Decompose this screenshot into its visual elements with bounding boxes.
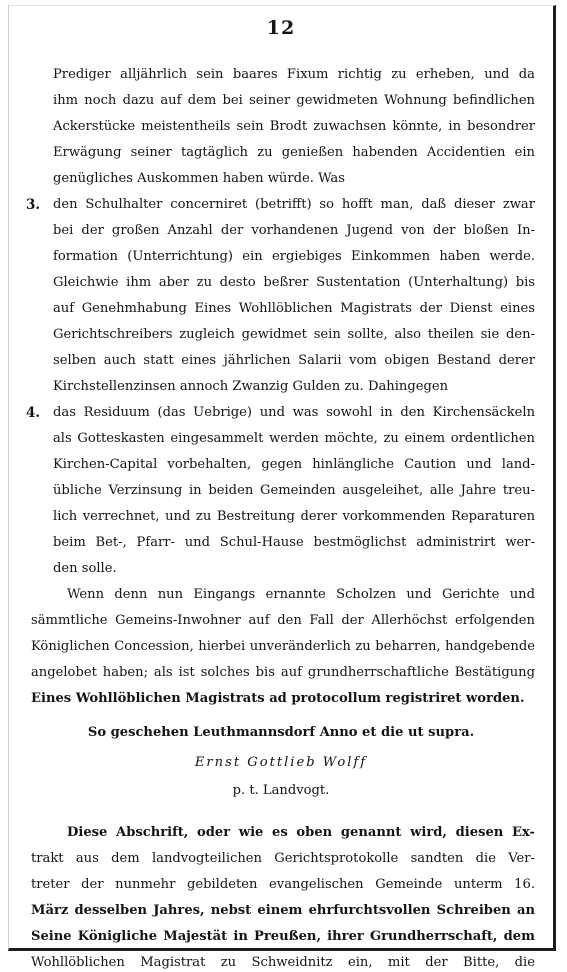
text-line: Kirchen-Capital vorbehalten, gegen hinlängliche Caution und land-: [53, 457, 535, 472]
text-line: Ackerstücke meistentheils sein Brodt zuwachsen könnte, in besondrer: [53, 119, 535, 134]
text-line: Seine Königliche Majestät in Preußen, ihrer Grundherrschaft, dem: [31, 929, 535, 944]
closing-line: So geschehen Leuthmannsdorf Anno et die ut supra.: [87, 725, 475, 740]
text-line: Gleichwie ihm aber zu desto beßrer Sustentation (Unterhaltung) bis: [53, 275, 535, 290]
text-line: das Residuum (das Uebrige) und was sowohl in den Kirchensäckeln: [53, 405, 535, 420]
text-line: formation (Unterrichtung) ein ergiebiges Einkommen haben werde.: [53, 249, 535, 264]
text-line: als Gotteskasten eingesammelt werden möchte, zu einem ordentlichen: [53, 431, 535, 446]
text-line: Gerichtschreibers zugleich gewidmet sein sollte, also theilen sie den-: [53, 327, 535, 342]
text-line: den solle.: [53, 561, 117, 576]
text-line: den Schulhalter concerniret (betrifft) so hofft man, daß dieser zwar: [53, 197, 535, 212]
text-line: lich verrechnet, und zu Bestreitung derer vorkommenden Reparaturen: [53, 509, 535, 524]
text-line: Wohllöblichen Magistrat zu Schweidnitz ein, mit der Bitte, die: [31, 955, 535, 970]
text-line: übliche Verzinsung in beiden Gemeinden ausgeleihet, alle Jahre treu-: [53, 483, 535, 498]
text-line: Königlichen Concession, hierbei unveränderlich zu beharren, handgebende: [31, 639, 535, 654]
item-number: 4.: [26, 405, 41, 421]
text-line: Erwägung seiner tagtäglich zu genießen habenden Accidentien ein: [53, 145, 535, 160]
text-line: bei der großen Anzahl der vorhandenen Jugend von der bloßen In-: [53, 223, 535, 238]
text-line: Diese Abschrift, oder wie es oben genannt wird, diesen Ex-: [67, 825, 535, 840]
text-line: ihm noch dazu auf dem bei seiner gewidmeten Wohnung befindlichen: [53, 93, 535, 108]
text-line: sämmtliche Gemeins-Inwohner auf den Fall der Allerhöchst erfolgenden: [31, 613, 535, 628]
text-line: trakt aus dem landvogteilichen Gerichtsprotokolle sandten die Ver-: [31, 851, 535, 866]
text-line: treter der nunmehr gebildeten evangelischen Gemeinde unterm 16.: [31, 877, 535, 892]
text-line: selben auch statt eines jährlichen Salarii vom obigen Bestand derer: [53, 353, 535, 368]
item-number: 3.: [26, 197, 41, 213]
text-line: auf Genehmhabung Eines Wohllöblichen Magistrats der Dienst eines: [53, 301, 535, 316]
text-line: beim Bet-, Pfarr- und Schul-Hause bestmöglichst administrirt wer-: [53, 535, 535, 550]
page-number: 12: [266, 17, 296, 39]
signature-name: Ernst Gottlieb Wolff: [194, 755, 368, 770]
text-line: März desselben Jahres, nebst einem ehrfurchtsvollen Schreiben an: [31, 903, 535, 918]
document-page: [8, 5, 556, 970]
text-line: angelobet haben; als ist solches bis auf grundherrschaftliche Bestätigung: [31, 665, 535, 680]
text-line: genügliches Auskommen haben würde. Was: [53, 171, 345, 186]
text-line: Eines Wohllöblichen Magistrats ad protocollum registriret worden.: [31, 691, 525, 706]
text-line: Kirchstellenzinsen annoch Zwanzig Gulden zu. Dahingegen: [53, 379, 449, 394]
text-line: Wenn denn nun Eingangs ernannte Scholzen und Gerichte und: [67, 587, 535, 602]
signature-title: p. t. Landvogt.: [232, 783, 330, 798]
text-line: Prediger alljährlich sein baares Fixum richtig zu erheben, und da: [53, 67, 535, 82]
